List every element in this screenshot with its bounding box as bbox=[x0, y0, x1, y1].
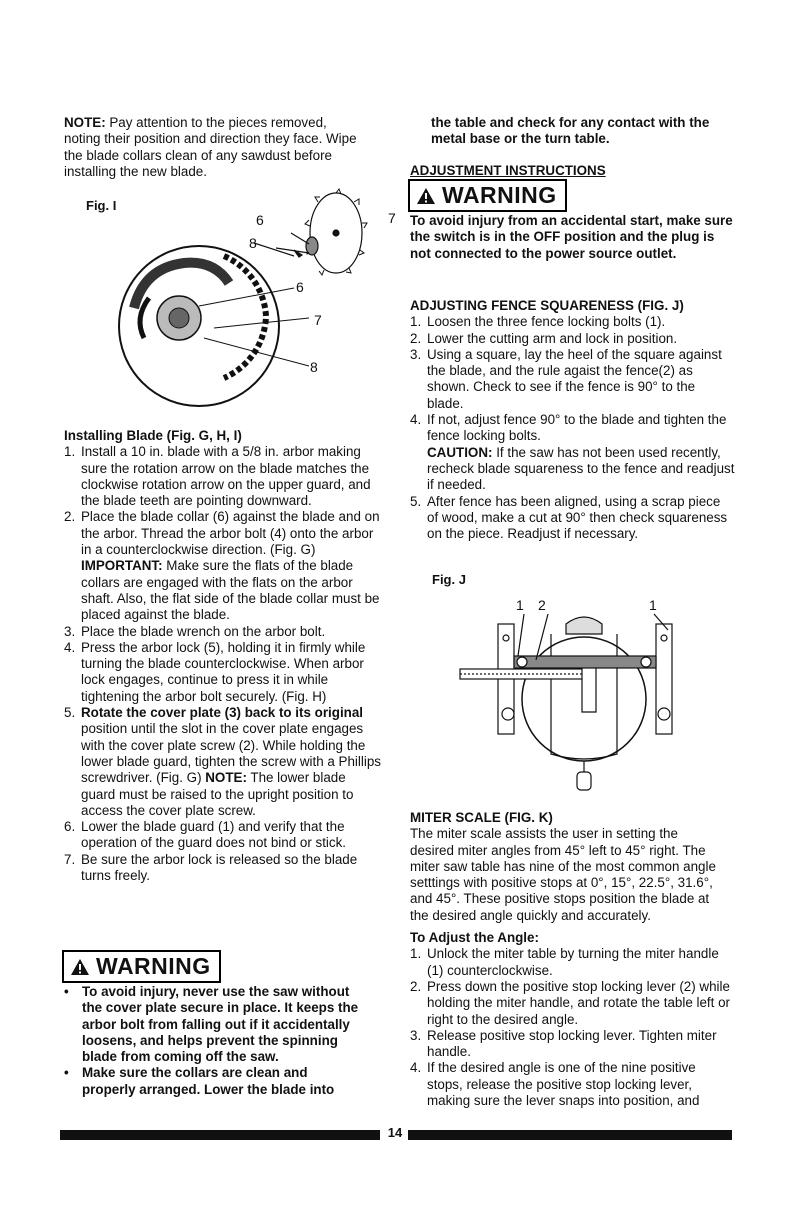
adjustment-instructions-heading: ADJUSTMENT INSTRUCTIONS bbox=[410, 163, 606, 178]
fig-j-fence-illustration bbox=[456, 594, 688, 794]
bullet-icon: • bbox=[64, 984, 69, 999]
fig-i-callout-7-top: 7 bbox=[388, 210, 396, 226]
continued-text: the table and check for any contact with the metal base or the turn table. bbox=[431, 115, 710, 147]
list-item: • To avoid injury, never use the saw without the cover plate secure in place. It keeps the arbor bolt from falling out if it accidentally loosens, and helps prevent the spinning blade from coming off the saw. bbox=[64, 984, 359, 1065]
list-item: 1. Unlock the miter table by turning the miter handle (1) counterclockwise. bbox=[410, 946, 719, 978]
list-item: 1. Install a 10 in. blade with a 5/8 in. arbor making sure the rotation arrow on the blade matches the clockwise rotation arrow on the upper guard, and the blade teeth are pointing downward. bbox=[64, 444, 371, 509]
warning-bullets-left bbox=[64, 984, 364, 1098]
list-item: 2. Press down the positive stop locking lever (2) while holding the miter handle, and rotate the table left or right to the desired angle. bbox=[410, 978, 730, 1027]
fig-i-callout-6-top: 6 bbox=[256, 212, 264, 228]
footer-bar-right bbox=[408, 1130, 732, 1140]
warning-box-right bbox=[408, 179, 567, 212]
miter-steps bbox=[410, 946, 735, 1109]
footer-bar-left bbox=[60, 1130, 380, 1140]
installing-steps bbox=[64, 444, 382, 884]
page-number: 14 bbox=[387, 1125, 403, 1140]
fig-i-callout-6: 6 bbox=[296, 279, 304, 295]
fig-i-label: Fig. I bbox=[86, 198, 117, 213]
note-paragraph bbox=[64, 115, 364, 180]
list-item: 6. Lower the blade guard (1) and verify that the operation of the guard does not bind or stick. bbox=[64, 819, 347, 851]
fig-j-callout-1-right: 1 bbox=[649, 597, 657, 613]
miter-scale-section bbox=[410, 810, 735, 1109]
installing-blade-heading: Installing Blade (Fig. G, H, I) bbox=[64, 428, 242, 443]
note-text: Pay attention to the pieces removed, noting their position and direction they face. Wipe the blade collars clean of any sawdust before installing the new blade. bbox=[64, 115, 357, 179]
adjust-angle-heading: To Adjust the Angle: bbox=[410, 930, 539, 946]
list-item: 4. Press the arbor lock (5), holding it in firmly while turning the blade counterclockwise. When arbor lock engages, continue to press it in while tightening the arbor bolt securely. (Fig. H) bbox=[64, 639, 366, 704]
miter-scale-text: The miter scale assists the user in setting the desired miter angles from 45° left to 45° right. The miter saw table has nine of the most common angle setttings with positive stops at 0°, 15°, 22.5°, 31.6°, and 45°. These positive stops position the blade at the desired angle quickly and accurately. bbox=[410, 826, 716, 923]
list-item: 3. Place the blade wrench on the arbor bolt. bbox=[64, 623, 326, 639]
list-item: 4. If the desired angle is one of the nine positive stops, release the positive stop locking lever, making sure the lever snaps into position, and bbox=[410, 1060, 700, 1109]
fig-j-label: Fig. J bbox=[432, 572, 466, 587]
fence-steps bbox=[410, 314, 735, 542]
bullet-icon: • bbox=[64, 1065, 69, 1081]
fig-j-callout-2: 2 bbox=[538, 597, 546, 613]
list-item: 2. Lower the cutting arm and lock in position. bbox=[410, 330, 678, 346]
list-item: • Make sure the collars are clean and properly arranged. Lower the blade into bbox=[64, 1065, 335, 1097]
list-item: 5. Rotate the cover plate (3) back to its original position until the slot in the cover plate engages with the cover plate screw (2). While holding the lower blade guard, tighten the screw with a Phillips screwdriver. (Fig. G) NOTE: The lower blade guard must be raised to the upright position to access the cover plate screw. bbox=[64, 705, 381, 818]
warning-text-right: To avoid injury from an accidental start, make sure the switch is in the OFF position and the plug is not connected to the power source outlet. bbox=[410, 213, 733, 261]
fig-i-blade-illustration bbox=[104, 188, 394, 408]
warning-box-left bbox=[62, 950, 221, 983]
fence-squareness-heading: ADJUSTING FENCE SQUARENESS (FIG. J) bbox=[410, 298, 684, 313]
list-item: 3. Using a square, lay the heel of the square against the blade, and the rule agaist the fence(2) as shown. Check to see if the fence is 90° to the blade. bbox=[410, 346, 722, 411]
list-item: 4. If not, adjust fence 90° to the blade and tighten the fence locking bolts. CAUTION: If the saw has not been used recently, recheck blade squareness to the fence and readjust if needed. bbox=[410, 412, 735, 493]
warning-triangle-icon bbox=[416, 184, 436, 210]
exploded-collar-bolt bbox=[254, 233, 318, 257]
list-item: 1. Loosen the three fence locking bolts (1). bbox=[410, 314, 666, 330]
list-item: 2. Place the blade collar (6) against the blade and on the arbor. Thread the arbor bolt (4) onto the arbor in a counterclockwise direction. (Fig. G) IMPORTANT: Make sure the flats of the blade collars are engaged with the flats on the arbor shaft. Also, the flat side of the blade collar must be placed against the blade. bbox=[64, 509, 380, 623]
warning-label-right: WARNING bbox=[442, 182, 557, 208]
installing-blade-section bbox=[64, 428, 382, 884]
exploded-blade bbox=[305, 189, 367, 275]
fig-i-callout-8: 8 bbox=[310, 359, 318, 375]
fence-squareness-section bbox=[410, 298, 735, 542]
miter-scale-heading: MITER SCALE (FIG. K) bbox=[410, 810, 553, 825]
note-label: NOTE: bbox=[64, 115, 106, 130]
list-item: 5. After fence has been aligned, using a scrap piece of wood, make a cut at 90° then check squareness on the piece. Readjust if necessary. bbox=[410, 493, 728, 542]
fig-j-callout-1-left: 1 bbox=[516, 597, 524, 613]
warning-triangle-icon bbox=[70, 955, 90, 981]
fig-i-callout-8-top: 8 bbox=[249, 235, 257, 251]
list-item: 7. Be sure the arbor lock is released so the blade turns freely. bbox=[64, 851, 358, 884]
warning-label-left: WARNING bbox=[96, 953, 211, 979]
assembled-blade bbox=[119, 246, 309, 406]
fig-i-callout-7: 7 bbox=[314, 312, 322, 328]
list-item: 3. Release positive stop locking lever. Tighten miter handle. bbox=[410, 1027, 717, 1060]
